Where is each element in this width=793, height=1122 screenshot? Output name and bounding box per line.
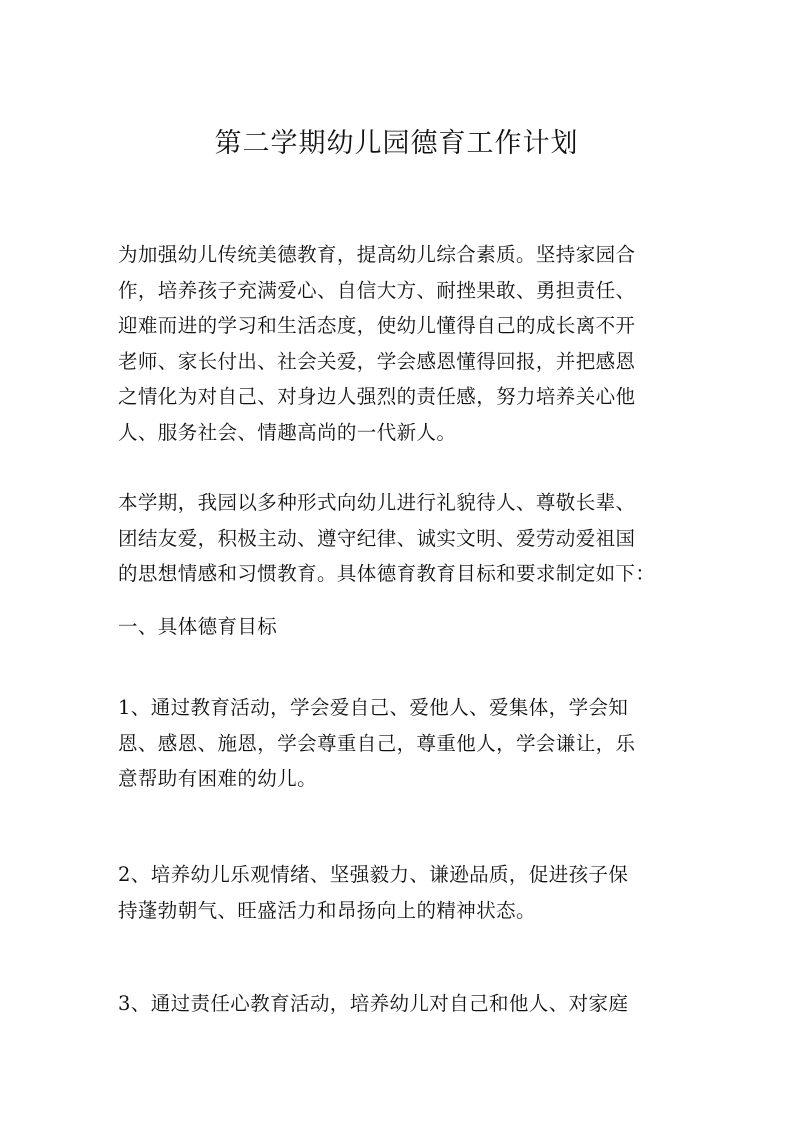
section-heading: [118, 609, 688, 645]
text-line: 1、通过教育活动，学会爱自己、爱他人、爱集体，学会知: [118, 696, 629, 719]
text-line: 人、服务社会、情趣高尚的一代新人。: [118, 420, 457, 444]
text-line: 3、通过责任心教育活动，培养幼儿对自己和他人、对家庭: [118, 992, 629, 1015]
text-line: 之情化为对自己、对身边人强烈的责任感，努力培养关心他: [118, 385, 636, 408]
text-line: 迎难而进的学习和生活态度，使幼儿懂得自己的成长离不开: [118, 314, 636, 337]
text-line: 恩、感恩、施恩，学会尊重自己，尊重他人，学会谦让，乐: [118, 731, 636, 755]
text-line: 的思想情感和习惯教育。具体德育教育目标和要求制定如下：: [118, 562, 656, 585]
text-line: 为加强幼儿传统美德教育，提高幼儿综合素质。坚持家园合: [118, 243, 636, 266]
text-line: 作，培养孩子充满爱心、自信大方、耐挫果敢、勇担责任、: [118, 278, 636, 302]
list-item-2: [118, 857, 688, 928]
document-title: 第二学期幼儿园德育工作计划: [214, 128, 579, 159]
list-item-1: [118, 690, 688, 797]
paragraph-semester: [118, 485, 688, 592]
text-line: 本学期，我园以多种形式向幼儿进行礼貌待人、尊敬长辈、: [118, 491, 636, 514]
list-item-3: [118, 986, 688, 1022]
text-line: 一、具体德育目标: [118, 615, 278, 638]
text-line: 团结友爱，积极主动、遵守纪律、诚实文明、爱劳动爱祖国: [118, 526, 636, 550]
text-line: 2、培养幼儿乐观情绪、坚强毅力、谦逊品质，促进孩子保: [118, 863, 629, 886]
text-line: 意帮助有困难的幼儿。: [118, 767, 318, 790]
text-line: 老师、家长付出、社会关爱，学会感恩懂得回报，并把感恩: [118, 349, 636, 373]
paragraph-intro: [118, 237, 688, 450]
text-line: 持蓬勃朝气、旺盛活力和昂扬向上的精神状态。: [118, 898, 536, 922]
